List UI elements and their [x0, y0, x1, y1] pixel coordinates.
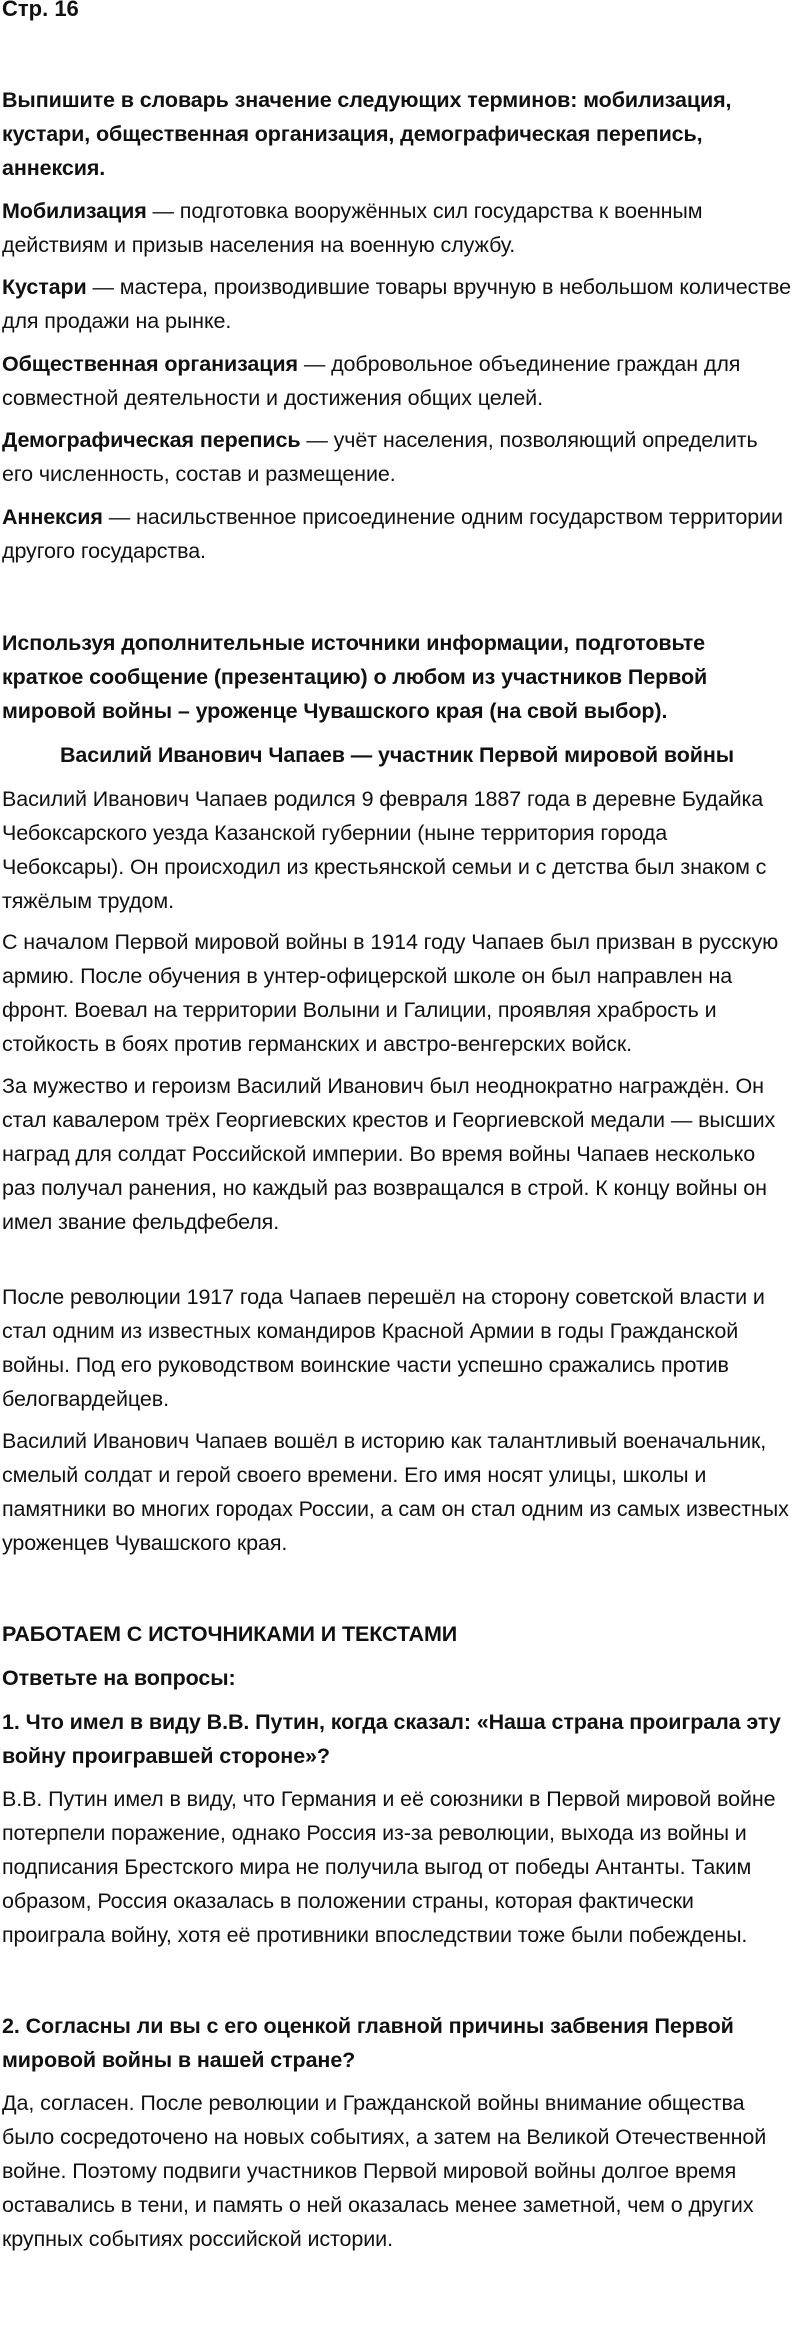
report-paragraph: За мужество и героизм Василий Иванович был неоднократно награждён. Он стал кавалером трёх Георгиевских крестов и Георгиевской медали — высших наград для солдат Российской империи. Во время войны Чапаев несколько раз получал ранения, но каждый раз возвращался в строй. К концу войны он имел звание фельдфебеля.: [2, 1074, 776, 1234]
page-number: Стр. 16: [2, 0, 79, 21]
definition-census: [2, 423, 792, 491]
definition-public-organization: [2, 347, 792, 415]
term-text: — учёт населения, позволяющий определить его численность, состав и размещение.: [2, 428, 758, 486]
definition-mobilization: [2, 194, 792, 262]
term-text: — насильственное присоединение одним государством территории другого государства.: [2, 505, 783, 563]
answer-1: В.В. Путин имел в виду, что Германия и её союзники в Первой мировой войне потерпели поражение, однако Россия из-за революции, выхода из войны и подписания Брестского мира не получила выгод от победы Антанты. Таким образом, Россия оказалась в положении страны, которая фактически проиграла войну, хотя её противники впоследствии тоже были побеждены.: [2, 1787, 776, 1947]
term-text: — мастера, производившие товары вручную в небольшом количестве для продажи на рынке.: [2, 275, 791, 333]
definition-kustari: [2, 270, 792, 338]
term-label: Кустари: [2, 275, 87, 299]
term-text: — добровольное объединение граждан для совместной деятельности и достижения общих целей.: [2, 352, 741, 410]
definition-annexation: [2, 500, 792, 568]
task2-question: Используя дополнительные источники информации, подготовьте краткое сообщение (презентацию) о любом из участников Первой мировой войны – уроженце Чувашского края (на свой выбор).: [2, 631, 708, 723]
section-subheading: Ответьте на вопросы:: [2, 1666, 236, 1690]
question-2: 2. Согласны ли вы с его оценкой главной причины забвения Первой мировой войны в нашей стране?: [2, 2014, 734, 2072]
report-paragraph: После революции 1917 года Чапаев перешёл на сторону советской власти и стал одним из известных командиров Красной Армии в годы Гражданской войны. Под его руководством воинские части успешно сражались против белогвардейцев.: [2, 1285, 765, 1411]
report-paragraph: Василий Иванович Чапаев родился 9 февраля 1887 года в деревне Будайка Чебоксарского уезда Казанской губернии (ныне территория города Чебоксары). Он происходил из крестьянской семьи и с детства был знаком с тяжёлым трудом.: [2, 787, 767, 913]
question-1: 1. Что имел в виду В.В. Путин, когда сказал: «Наша страна проиграла эту войну проигравшей стороне»?: [2, 1710, 781, 1768]
answer-2: Да, согласен. После революции и Гражданской войны внимание общества было сосредоточено на новых событиях, а затем на Великой Отечественной войне. Поэтому подвиги участников Первой мировой войны долгое время оставались в тени, и память о ней оказалась менее заметной, чем о других крупных событиях российской истории.: [2, 2091, 767, 2251]
term-label: Мобилизация: [2, 199, 147, 223]
term-text: — подготовка вооружённых сил государства к военным действиям и призыв населения на военную службу.: [2, 199, 703, 257]
section-heading: РАБОТАЕМ С ИСТОЧНИКАМИ И ТЕКСТАМИ: [2, 1622, 458, 1646]
report-paragraph: С началом Первой мировой войны в 1914 году Чапаев был призван в русскую армию. После обучения в унтер-офицерской школе он был направлен на фронт. Воевал на территории Волыни и Галиции, проявляя храбрость и стойкость в боях против германских и австро-венгерских войск.: [2, 930, 779, 1056]
term-label: Демографическая перепись: [2, 428, 301, 452]
term-label: Общественная организация: [2, 352, 298, 376]
report-title: Василий Иванович Чапаев — участник Первой мировой войны: [59, 743, 735, 767]
term-label: Аннексия: [2, 505, 103, 529]
report-paragraph: Василий Иванович Чапаев вошёл в историю как талантливый военачальник, смелый солдат и герой своего времени. Его имя носят улицы, школы и памятники во многих городах России, а сам он стал одним из самых известных уроженцев Чувашского края.: [2, 1429, 789, 1555]
task1-question: Выпишите в словарь значение следующих терминов: мобилизация, кустари, общественная организация, демографическая перепись, аннексия.: [2, 88, 732, 180]
